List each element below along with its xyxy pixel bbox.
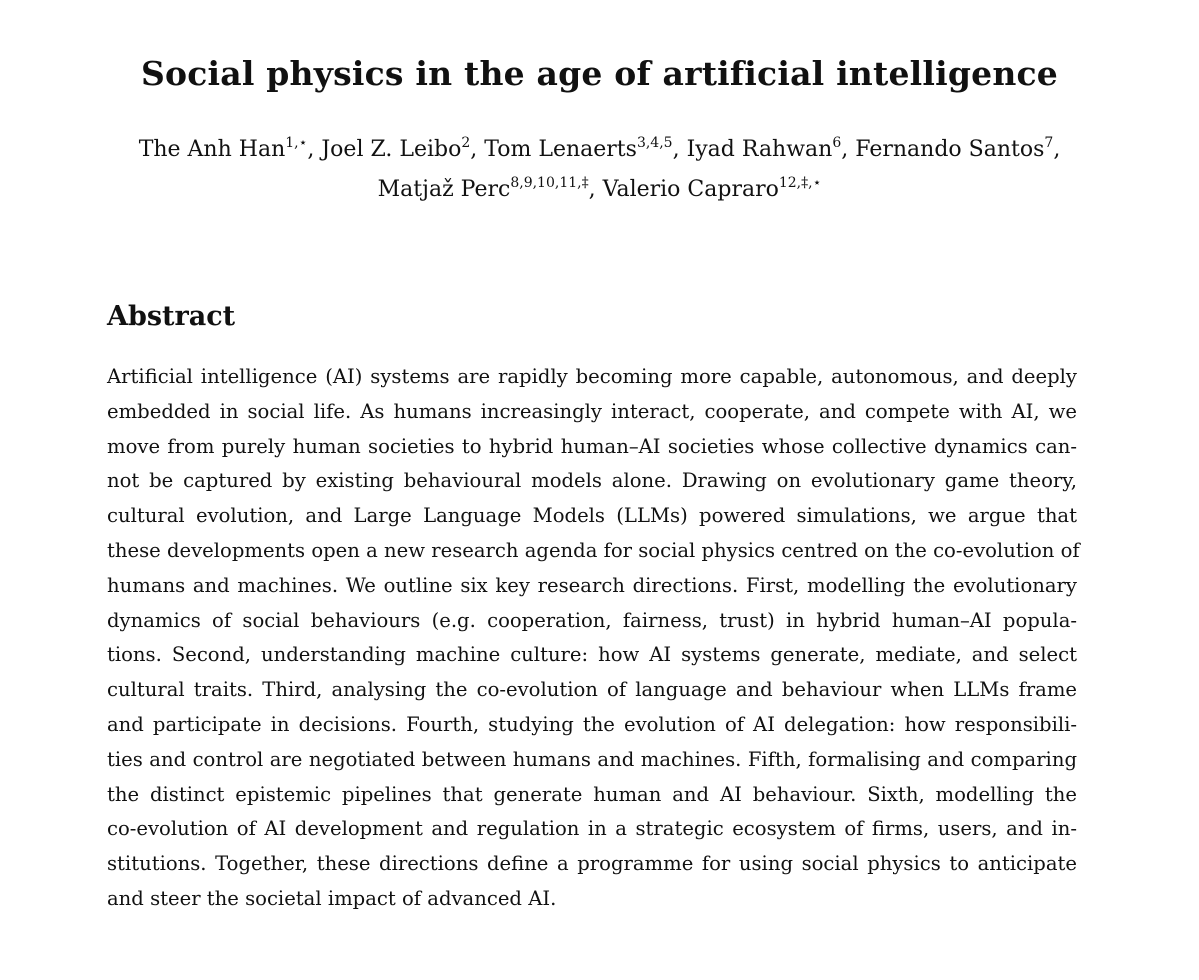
author-separator: , [1053,137,1061,162]
abstract-line: the distinct epistemic pipelines that generate human and AI behaviour. Sixth, modelling the [107,782,1077,806]
author-name: Tom Lenaerts [484,137,637,162]
author-separator: , [307,137,322,162]
abstract-line: ties and control are negotiated between humans and machines. Fifth, formalising and comparing [107,747,1077,771]
author [603,177,822,202]
author-name: Matjaž Perc [377,177,511,202]
abstract-line: co-evolution of AI development and regulation in a strategic ecosystem of firms, users, and in- [107,817,1077,841]
abstract-line: not be captured by existing behavioural models alone. Drawing on evolutionary game theory, [107,469,1077,493]
abstract-line: and participate in decisions. Fourth, studying the evolution of AI delegation: how responsibili- [107,712,1077,736]
author-name: Valerio Capraro [602,177,779,202]
author [378,177,603,202]
abstract-line: these developments open a new research agenda for social physics centred on the co-evolution of [107,538,1080,562]
abstract-line: and steer the societal impact of advanced AI. [107,886,557,910]
author-list [60,130,1139,210]
author-separator: , [588,177,603,202]
author-line-1 [60,130,1139,170]
abstract-line: move from purely human societies to hybrid human–AI societies whose collective dynamics can- [107,434,1077,458]
abstract-line: cultural traits. Third, analysing the co-evolution of language and behaviour when LLMs frame [107,678,1077,702]
author-affiliation-marks: 6 [832,135,842,151]
author-name: Iyad Rahwan [686,137,833,162]
author-affiliation-marks: 8,9,10,11,‡ [510,175,589,191]
abstract-line: Artificial intelligence (AI) systems are rapidly becoming more capable, autonomous, and deeply [107,365,1077,388]
abstract-line: cultural evolution, and Large Language Models (LLMs) powered simulations, we argue that [107,504,1077,528]
author [139,137,322,162]
author-affiliation-marks: 12,‡,⋆ [778,175,822,191]
author-separator: , [470,137,485,162]
author [484,137,686,162]
author-name: Joel Z. Leibo [321,137,462,162]
abstract-line: stitutions. Together, these directions define a programme for using social physics to anticipate [107,852,1077,876]
author-line-2 [60,170,1139,210]
abstract-line: humans and machines. We outline six key research directions. First, modelling the evolutionary [107,573,1077,597]
abstract-line: dynamics of social behaviours (e.g. cooperation, fairness, trust) in hybrid human–AI popula- [107,608,1077,632]
author-affiliation-marks: 7 [1044,135,1054,151]
author [687,137,856,162]
abstract-line: tions. Second, understanding machine culture: how AI systems generate, mediate, and select [107,643,1077,667]
author [321,137,484,162]
author-affiliation-marks: 3,4,5 [636,135,673,151]
abstract-line: embedded in social life. As humans increasingly interact, cooperate, and compete with AI, we [107,399,1077,423]
author-separator: , [672,137,687,162]
author-name: The Anh Han [138,137,286,162]
author-name: Fernando Santos [855,137,1045,162]
paper-title: Social physics in the age of artificial intelligence [140,54,1058,93]
abstract-heading: Abstract [107,301,236,332]
author-affiliation-marks: 1,⋆ [285,135,308,151]
author-affiliation-marks: 2 [461,135,471,151]
author-separator: , [841,137,856,162]
author [855,137,1060,162]
abstract-body [107,360,1080,917]
